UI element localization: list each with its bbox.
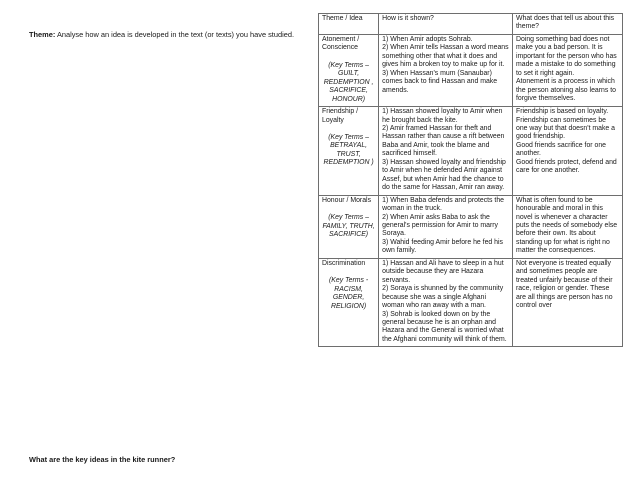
example-line: 3) When Hassan's mum (Sanaubar) comes back to find Hassan and make amends. [382,69,498,94]
meaning-cell [513,258,623,347]
idea-cell [319,195,379,258]
meaning-line: Atonement is a process in which the person atoning also learns to forgive themselves. [516,78,616,103]
example-line: 3) Hassan showed loyalty and friendship to Amir when he defended Amir against Assef, but when Amir had the chance to do the same for Hassan, Amir ran away. [382,158,506,192]
key-terms: (Key Terms - RACISM, GENDER, RELIGION) [328,277,369,310]
table-header-row [319,14,623,35]
theme-prompt [29,30,299,39]
meaning-line: Doing something bad does not make you a bad person. It is important for the person who has made a mistake to do something to set it right again. [516,35,617,77]
example-line: 1) When Amir adopts Sohrab. [382,35,473,43]
idea-cell [319,258,379,347]
key-terms: (Key Terms – BETRAYAL, TRUST, REDEMPTION ) [323,133,374,167]
meaning-line: Good friends protect, defend and care for one another. [516,158,617,175]
table-row [319,107,623,196]
idea-name: Honour / Morals [322,196,372,204]
shown-cell [379,34,513,106]
meaning-line: What is often found to be honourable and moral in this novel is whenever a character puts the needs of somebody else before their own. Its about standing up for what is right no matter the consequences. [516,196,618,255]
example-line: 1) Hassan showed loyalty to Amir when he brought back the kite. [382,108,503,124]
table-row [319,258,623,347]
idea-cell [319,107,379,196]
example-line: 2) Soraya is shunned by the community because she was a single Afghani woman who ran away with a man. [382,285,504,310]
meaning-cell [513,195,623,258]
shown-cell [379,258,513,347]
example-line: 1) Hassan and Ali have to sleep in a hut outside because they are Hazara servants. [382,259,504,284]
theme-prompt-text: Analyse how an idea is developed in the text (or texts) you have studied. [55,30,294,39]
example-line: 3) Sohrab is looked down on by the general because he is an orphan and Hazara and the General is worried what the Afghani community will think of them. [382,310,507,343]
example-line: 1) When Baba defends and protects the woman in the truck. [382,196,504,213]
key-terms: (Key Terms – GUILT, REDEMPTION , SACRIFICE, HONOUR) [323,61,374,103]
key-ideas-question: What are the key ideas in the kite runner? [29,455,176,464]
meaning-line: Friendship is based on loyalty. [516,108,609,116]
example-line: 2) Amir framed Hassan for theft and Hassan rather than cause a rift between Baba and Amir, took the blame and sacrificed himself. [382,124,505,158]
key-terms: (Key Terms – FAMILY, TRUTH, SACRIFICE) [322,214,375,238]
header-how-shown: How is it shown? [379,14,513,35]
meaning-line: Good friends sacrifice for one another. [516,141,607,158]
example-line: 2) When Amir tells Hassan a word means something other that what it does and gives him a broken toy to make up for it. [382,44,509,69]
shown-cell [379,195,513,258]
meaning-cell [513,34,623,106]
example-line: 2) When Amir asks Baba to ask the general's permission for Amir to marry Soraya. [382,213,498,238]
themes-table [318,13,623,347]
meaning-line: Not everyone is treated equally and sometimes people are treated unfairly because of their race, religion or gender. These are all things are person has no control over [516,259,613,310]
idea-name: Atonement / Conscience [322,35,360,52]
header-what-tells-us: What does that tell us about this theme? [513,14,623,35]
table-row [319,195,623,258]
shown-cell [379,107,513,196]
header-theme-idea: Theme / Idea [319,14,379,35]
idea-cell [319,34,379,106]
meaning-line: Friendship can sometimes be one way but that doesn't make a good friendship. [516,116,615,141]
table-row [319,34,623,106]
idea-name: Friendship / Loyalty [322,108,359,124]
theme-label: Theme: [29,30,56,39]
meaning-cell [513,107,623,196]
example-line: 3) Wahid feeding Amir before he fed his own family. [382,238,503,255]
idea-name: Discrimination [322,259,366,267]
